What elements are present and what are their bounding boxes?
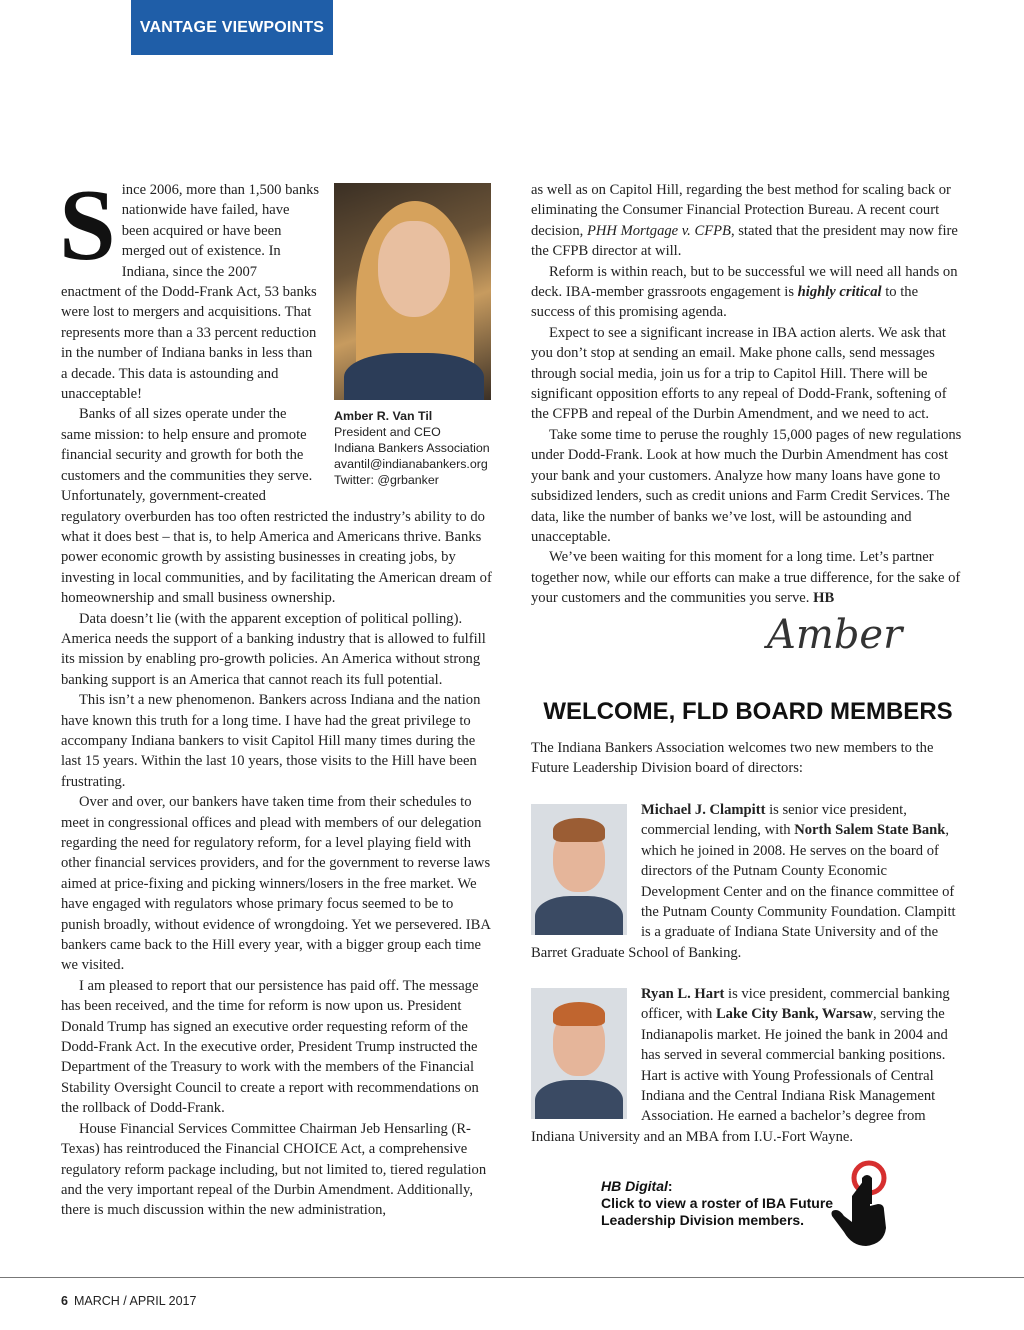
author-block — [334, 183, 494, 488]
body-paragraph: Since 2006, more than 1,500 banks nationwide have failed, have been acquired or have been merged out of existence. In Indiana, since the 2007 enactment of the Dodd-Frank Act, 53 banks were lost to mergers and acquisitions. That represents more than a 33 percent reduction in the number of Indiana banks in less than a decade. This data is astounding and unacceptable! — [59, 169, 320, 403]
body-paragraph: We’ve been waiting for this moment for a long time. Let’s partner together now, while our efforts can make a true difference, for the sake of your customers and the communities you serve. HB — [531, 549, 961, 607]
body-paragraph: Reform is within reach, but to be successful we will need all hands on deck. IBA-member grassroots engagement is highly critical to the success of this promising agenda. — [531, 263, 958, 321]
hb-digital-label: HB Digital — [601, 1178, 668, 1194]
author-twitter[interactable]: Twitter: @grbanker — [334, 473, 439, 487]
left-column — [59, 169, 494, 1221]
author-photo — [334, 183, 491, 400]
member-photo — [531, 804, 627, 935]
section-tag: VANTAGE VIEWPOINTS — [131, 0, 333, 55]
page-number: 6 — [61, 1294, 68, 1308]
body-paragraph: Data doesn’t lie (with the apparent exception of political polling). America needs the support of a banking industry that is allowed to fulfill its mission by enabling pro-growth policies. An America without strong banking support is an America that cannot reach its full potential. — [61, 610, 486, 688]
body-paragraph: Over and over, our bankers have taken time from their schedules to meet in congressional offices and plead with members of our delegation regarding the need for regulatory reform, for a level playing field with other financial services providers, and for the government to reverse laws aimed at price-fixing and picking winners/losers in the free market. We have engaged with regulators whose primary focus seemed to be to punish broadly, without evidence of wrongdoing. Yet we persevered. IBA bankers came back to the Hill every year, with a bigger group each time we visited. — [61, 794, 491, 974]
member-name: Ryan L. Hart — [641, 986, 725, 1002]
case-name: PHH Mortgage v. CFPB — [586, 222, 731, 239]
author-name: Amber R. Van Til — [334, 409, 433, 423]
pointing-hand-icon[interactable] — [826, 1158, 896, 1248]
author-org: Indiana Bankers Association — [334, 441, 490, 455]
body-paragraph: Expect to see a significant increase in IBA action alerts. We ask that you don’t stop at sending an email. Make phone calls, send messages through social media, join us for a trip to Capitol Hill. There will be significant opposition efforts to any repeal of Dodd-Frank, softening of the CFPB and repeal of the Durbin Amendment, and we need to act. — [531, 324, 947, 423]
member-entry: Michael J. Clampitt is senior vice president, commercial lending, with North Salem State Bank, which he joined in 2008. He serves on the board of directors of the Putnam County Economic Development Center and on the finance committee of the Putnam County Community Foundation. Clampitt is a graduate of Indiana State University and of the Barret Graduate School of Banking. — [531, 802, 956, 961]
member-name: Michael J. Clampitt — [641, 802, 766, 818]
member-bank: Lake City Bank, Warsaw — [715, 1006, 873, 1023]
body-paragraph: House Financial Services Committee Chairman Jeb Hensarling (R-Texas) has reintroduced the Financial CHOICE Act, a comprehensive regulatory reform package including, but not limited to, tiered regulation and the very important repeal of the Durbin Amendment. Additionally, there is much discussion within the new administration, — [61, 1120, 487, 1219]
author-caption — [334, 408, 494, 488]
emphasis: highly critical — [797, 284, 882, 301]
body-paragraph: This isn’t a new phenomenon. Bankers across Indiana and the nation have known this truth for a long time. I have had the great privilege to accompany Indiana bankers to visit Capitol Hill many times during the last 15 years. Within the last 10 years, those visits to the Hill have been frustrating. — [61, 692, 481, 790]
member-bank: North Salem State Bank — [794, 822, 946, 839]
end-mark: HB — [813, 590, 835, 607]
signature: Amber — [767, 612, 903, 658]
author-title: President and CEO — [334, 425, 441, 439]
member-photo — [531, 988, 627, 1119]
hb-digital-link[interactable]: HB Digital: Click to view a roster of IBA Future Leadership Division members. — [601, 1178, 834, 1228]
issue-date: MARCH / APRIL 2017 — [73, 1294, 197, 1308]
body-paragraph: Banks of all sizes operate under the same mission: to help ensure and promote financial security and growth for both the customers and the communities they serve. Unfortunately, government-created regulatory overburden has too often restricted the industry’s ability to do what it does best – that is, to help America and Americans thrive. Banks power economic growth by assisting businesses in creating jobs, by investing in local communities, and by facilitating the American dream of homeownership and small business ownership. — [61, 406, 492, 607]
body-paragraph: as well as on Capitol Hill, regarding the best method for scaling back or eliminating the Consumer Financial Protection Bureau. A recent court decision, PHH Mortgage v. CFPB, stated that the president may now fire the CFPB director at will. — [531, 182, 958, 260]
welcome-intro: The Indiana Bankers Association welcomes two new members to the Future Leadership Division board of directors: — [531, 740, 934, 777]
footer-rule — [0, 1277, 1024, 1278]
author-email[interactable]: avantil@indianabankers.org — [334, 457, 488, 471]
drop-cap: S — [59, 169, 116, 282]
right-column — [531, 180, 965, 609]
body-paragraph: I am pleased to report that our persistence has paid off. The message has been received, and the time for reform is now upon us. President Donald Trump has signed an executive order requesting reform of the Dodd-Frank Act. In the executive order, President Trump instructed the Department of the Treasury to work with the members of the Financial Stability Oversight Council to create a report with recommendations on the rollback of Dodd-Frank. — [61, 977, 479, 1117]
welcome-heading: WELCOME, FLD BOARD MEMBERS — [543, 698, 953, 725]
footer-folio — [61, 1294, 196, 1308]
body-paragraph: Take some time to peruse the roughly 15,000 pages of new regulations under Dodd-Frank. Look at how much the Durbin Amendment has cost your bank and your customers. Analyze how many loans have gone to subsidized lenders, such as credit unions and Farm Credit Services. The data, like the number of banks we’ve lost, will be astounding and unacceptable. — [531, 426, 962, 545]
member-entry: Ryan L. Hart is vice president, commercial banking officer, with Lake City Bank, Warsaw, serving the Indianapolis market. He joined the bank in 2004 and has served in several commercial banking positions. Hart is active with Young Professionals of Central Indiana and the Central Indiana Risk Management Association. He earned a bachelor’s degree from Indiana University and an MBA from I.U.-Fort Wayne. — [531, 986, 950, 1145]
